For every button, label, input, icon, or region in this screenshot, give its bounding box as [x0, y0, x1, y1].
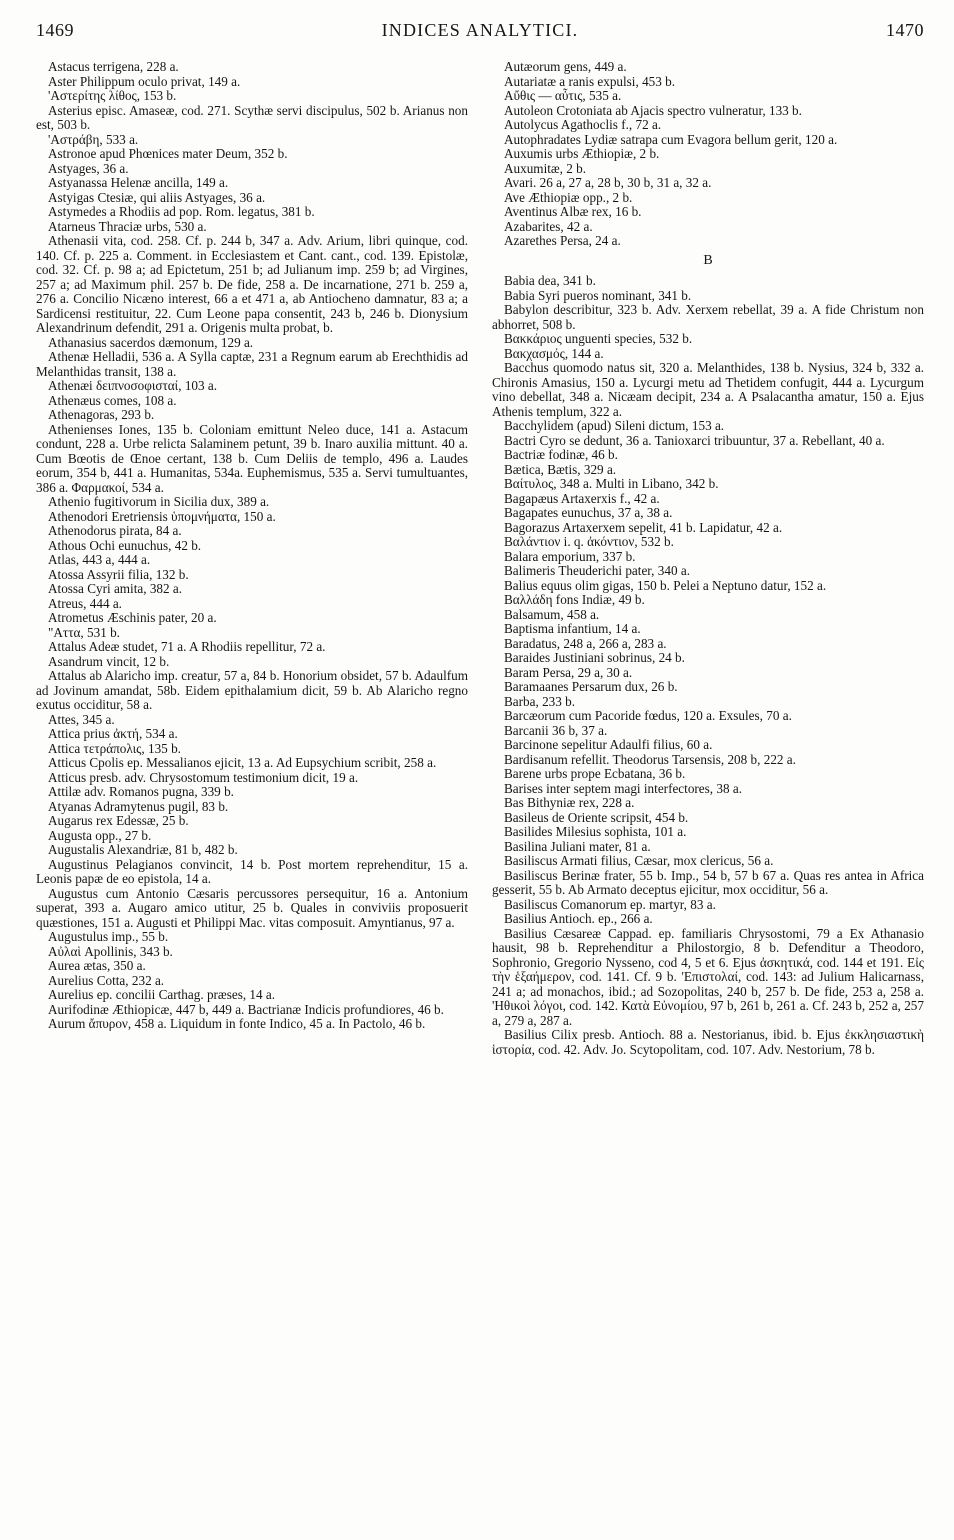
- index-entry: Balara emporium, 337 b.: [504, 548, 636, 564]
- index-entry: Atlas, 443 a, 444 a.: [48, 552, 151, 567]
- index-entry: Astymedes a Rhodiis ad pop. Rom. legatus, 381 b.: [48, 204, 315, 219]
- index-entry: "Αττα, 531 b.: [48, 624, 120, 640]
- right-column-a-entries: [492, 60, 924, 249]
- index-entry: Attica τετράπολις, 135 b.: [48, 740, 181, 756]
- index-entry: Asandrum vincit, 12 b.: [48, 653, 170, 669]
- index-entry: Astyanassa Helenæ ancilla, 149 a.: [48, 175, 229, 190]
- index-entry: Autophradates Lydiæ satrapa cum Evagora bellum gerit, 120 a.: [504, 131, 838, 147]
- index-entry: Athenæus comes, 108 a.: [48, 392, 177, 408]
- index-entry: Auxumitæ, 2 b.: [504, 160, 587, 176]
- index-entry: Aventinus Albæ rex, 16 b.: [504, 204, 642, 219]
- left-column: [36, 60, 468, 1057]
- index-entry: Attica prius ἀκτή, 534 a.: [48, 726, 178, 741]
- index-entry: Basilides Milesius sophista, 101 a.: [504, 824, 687, 839]
- index-entry: Aster Philippum oculo privat, 149 a.: [48, 73, 241, 89]
- index-entry: Attes, 345 a.: [48, 711, 115, 727]
- index-entry: Bagapæus Artaxerxis f., 42 a.: [504, 490, 660, 506]
- index-entry: Bas Bithyniæ rex, 228 a.: [504, 795, 635, 810]
- index-entry: Baptisma infantium, 14 a.: [504, 621, 641, 636]
- index-entry: Augarus rex Edessæ, 25 b.: [48, 813, 189, 828]
- index-entry: Basilius Cilix presb. Antioch. 88 a. Nestorianus, ibid. b. Ejus ἐκκλησιαστικὴ ἱστορία, cod. 42. Adv. Jo. Scytopolitam, cod. 107. Adv. Nestorium, 78 b.: [492, 1027, 924, 1057]
- index-entry: Barcanii 36 b, 37 a.: [504, 722, 608, 738]
- index-entry: Atrometus Æschinis pater, 20 a.: [48, 610, 217, 625]
- index-entry: Avari. 26 a, 27 a, 28 b, 30 b, 31 a, 32 a.: [504, 175, 712, 190]
- index-entry: Basileus de Oriente scripsit, 454 b.: [504, 809, 689, 825]
- index-entry: Basilius Cæsareæ Cappad. ep. familiaris Chrysostomi, 79 a Ex Athanasio hausit, 98 b. Reprehenditur a Philostorgio, 8 b. Defenditur a Theodoro, Sophronio, Gregorio Nysseno, cod 4, 5 et 6. Ejus ἀσκητικά, cod. 144 et 191. Εἰς τὴν ἑξαήμερον, cod. 141. Cf. 9 b. 'Επιστολαί, cod. 143: ad Julium Halicarnass, 241 a; ad monachos, ibid.; ad Sozopolitas, 240 b, 257 b. De fide, 253 a, 258 a. 'Ηθικοὶ λόγοι, cod. 142. Κατὰ Εὐνομίου, 97 b, 261 b, 261 a. Cf. 243 b, 252 a, 257 a, 279 a, 287 a.: [492, 925, 924, 1028]
- index-entry: Bactri Cyro se dedunt, 36 a. Tanioxarci tribuuntur, 37 a. Rebellant, 40 a.: [504, 432, 885, 448]
- index-entry: Astacus terrigena, 228 a.: [48, 59, 179, 74]
- left-page-number: 1469: [36, 20, 74, 40]
- index-entry: Βαίτυλος, 348 a. Multi in Libano, 342 b.: [504, 476, 719, 491]
- index-entry: 'Αστράβη, 533 a.: [48, 131, 139, 147]
- index-entry: Balius equus olim gigas, 150 b. Pelei a Neptuno datur, 152 a.: [504, 577, 827, 593]
- index-entry: Azabarites, 42 a.: [504, 218, 593, 234]
- index-entry: Augustus cum Antonio Cæsaris percussores persequitur, 16 a. Antonium superat, 393 a. Augaro amico utitur, 25 b. Quales in conviviis proposuerit quæstiones, 151 a. Augusti et Philippi Mac. vitas composuit. Amyntianus, 97 a.: [36, 885, 468, 930]
- index-entry: Athenio fugitivorum in Sicilia dux, 389 a.: [48, 494, 270, 509]
- index-entry: Barises inter septem magi interfectores, 38 a.: [504, 780, 743, 796]
- index-entry: Bacchylidem (apud) Sileni dictum, 153 a.: [504, 418, 725, 433]
- index-entry: Bagapates eunuchus, 37 a, 38 a.: [504, 505, 673, 520]
- index-entry: Βαλάντιον i. q. ἀκόντιον, 532 b.: [504, 534, 674, 549]
- index-entry: Baram Persa, 29 a, 30 a.: [504, 664, 633, 680]
- index-entry: Astronoe apud Phœnices mater Deum, 352 b.: [48, 146, 288, 161]
- index-entry: Astyages, 36 a.: [48, 160, 129, 176]
- index-entry: Aurelius ep. concilii Carthag. præses, 14 a.: [48, 987, 276, 1002]
- index-entry: Aurum ἄπυρον, 458 a. Liquidum in fonte Indico, 45 a. In Pactolo, 46 b.: [48, 1016, 426, 1031]
- index-entry: Augustalis Alexandriæ, 81 b, 482 b.: [48, 842, 238, 857]
- index-entry: Βακχασμός, 144 a.: [504, 345, 604, 361]
- index-entry: Autoleon Crotoniata ab Ajacis spectro vulneratur, 133 b.: [504, 102, 802, 118]
- index-entry: Atreus, 444 a.: [48, 595, 122, 611]
- index-entry: Barcinone sepelitur Adaulfi filius, 60 a.: [504, 737, 713, 752]
- index-entry: Atticus presb. adv. Chrysostomum testimonium dicit, 19 a.: [48, 769, 359, 785]
- index-entry: Basiliscus Comanorum ep. martyr, 83 a.: [504, 896, 716, 912]
- index-entry: Barcæorum cum Pacoride fœdus, 120 a. Exsules, 70 a.: [504, 708, 792, 723]
- index-entry: Bagorazus Artaxerxem sepelit, 41 b. Lapidatur, 42 a.: [504, 519, 783, 535]
- index-entry: Athenodori Eretriensis ὑπομνήματα, 150 a.: [48, 508, 276, 524]
- index-entry: Athanasius sacerdos dæmonum, 129 a.: [48, 334, 254, 350]
- index-entry: Attalus Adeæ studet, 71 a. A Rhodiis repellitur, 72 a.: [48, 639, 326, 654]
- index-entry: Astyigas Ctesiæ, qui aliis Astyages, 36 a.: [48, 189, 266, 205]
- index-entry: Athenasii vita, cod. 258. Cf. p. 244 b, 347 a. Adv. Arium, libri quinque, cod. 140. Cf. p. 225 a. Comment. in Ecclesiastem et Cant. cant., cod. 139. Epistolæ, cod. 32. Cf. p. 98 a; ad Epictetum, 251 b; ad Julianum imp. 259 b; ad Virgines, 257 a; ad Maximum phil. 257 b. De fide, 258 a. De incarnatione, 271 b. 259 a, 276 a. Concilio Nicæno interest, 66 a et 471 a, ab Antiocheno damnatur, 83 a; a Sardicensi restituitur, 22. Cum Leone papa consentit, 243 b, 246 b. Dionysium Alexandrinum defendit, 291 a. Origenis multa probat, b.: [36, 233, 468, 335]
- index-entry: Athenienses Iones, 135 b. Coloniam emittunt Neleo duce, 141 a. Astacum condunt, 228 a. Urbe relicta Salaminem petunt, 39 b. Inaro auxilia mittunt. 40 a. Cum Bœotis de Œnoe certant, 138 b. Cum Deliis de templo, 496 a. Laudes eorum, 354 b, 441 a. Humanitas, 534a. Euphemismus, 535 a. Servi tumultuantes, 386 a. Φαρμακοί, 534 a.: [36, 421, 468, 495]
- right-page-number: 1470: [885, 20, 924, 40]
- index-entry: Athenæ Helladii, 536 a. A Sylla captæ, 231 a Regnum earum ab Erechthidis ad Melanthidas transit, 138 a.: [36, 349, 468, 379]
- index-entry: Autolycus Agathoclis f., 72 a.: [504, 117, 662, 132]
- index-entry: Auxumis urbs Æthiopiæ, 2 b.: [504, 146, 660, 161]
- index-entry: Basilina Juliani mater, 81 a.: [504, 838, 651, 854]
- right-column-b-entries: [492, 274, 924, 1057]
- index-entry: Barene urbs prope Ecbatana, 36 b.: [504, 766, 686, 781]
- index-entry: Bacchus quomodo natus sit, 320 a. Melanthides, 138 b. Nysius, 324 b, 332 a. Chironis Amasius, 150 a. Lycurgi metu ad Thetidem confugit, 444 a. Lycurgum vino debellat, 348 a. Nicæam decipit, 234 a. A Psalacantha amatur, 150 a. Ejus Athenis templum, 322 a.: [492, 360, 924, 419]
- index-entry: Babia dea, 341 b.: [504, 273, 596, 288]
- index-entry: Baramaanes Persarum dux, 26 b.: [504, 679, 678, 694]
- index-entry: Bactriæ fodinæ, 46 b.: [504, 447, 618, 462]
- index-entry: Attalus ab Alaricho imp. creatur, 57 a, 84 b. Honorium obsidet, 57 b. Adaulfum ad Jovinum amandat, 58b. Eidem epithalamium dicit, 59 b. Ab Alaricho regno exutus occiditur, 58 a.: [36, 668, 468, 712]
- index-entry: Babia Syri pueros nominant, 341 b.: [504, 287, 692, 303]
- index-entry: Atticus Cpolis ep. Messalianos ejicit, 13 a. Ad Eupsychium scribit, 258 a.: [48, 755, 437, 770]
- index-entry: Athenagoras, 293 b.: [48, 407, 155, 422]
- index-entry: Baradatus, 248 a, 266 a, 283 a.: [504, 635, 667, 651]
- index-entry: Asterius episc. Amaseæ, cod. 271. Scythæ servi discipulus, 502 b. Arianus non est, 503 b.: [36, 102, 468, 132]
- index-entry: Βακκάριος unguenti species, 532 b.: [504, 331, 693, 346]
- index-entry: Basiliscus Armati filius, Cæsar, mox clericus, 56 a.: [504, 853, 774, 868]
- index-entry: Aurifodinæ Æthiopicæ, 447 b, 449 a. Bactrianæ Indicis profundiores, 46 b.: [48, 1001, 444, 1017]
- index-columns: [36, 60, 924, 1057]
- index-entry: Atyanas Adramytenus pugil, 83 b.: [48, 798, 229, 814]
- index-entry: Ave Æthiopiæ opp., 2 b.: [504, 189, 633, 205]
- index-entry: Atarneus Thraciæ urbs, 530 a.: [48, 218, 207, 234]
- section-letter: B: [703, 252, 713, 268]
- index-entry: Baraides Justiniani sobrinus, 24 b.: [504, 650, 685, 665]
- index-entry: Basilius Antioch. ep., 266 a.: [504, 911, 653, 926]
- index-entry: Balsamum, 458 a.: [504, 606, 600, 622]
- index-entry: 'Αστερίτης λίθος, 153 b.: [48, 88, 177, 103]
- index-entry: Augustulus imp., 55 b.: [48, 929, 169, 944]
- index-entry: Athenæi δειπνοσοφισταί, 103 a.: [48, 378, 218, 393]
- index-entry: Athous Ochi eunuchus, 42 b.: [48, 537, 202, 553]
- index-entry: Aurelius Cotta, 232 a.: [48, 972, 165, 988]
- index-entry: Bætica, Bætis, 329 a.: [504, 461, 617, 477]
- index-entry: Aurea ætas, 350 a.: [48, 958, 146, 973]
- index-entry: Αὔθις — αὖτις, 535 a.: [504, 88, 622, 103]
- page-header: [36, 20, 924, 58]
- index-entry: Basiliscus Berinæ frater, 55 b. Imp., 54 b, 57 b 67 a. Quas res antea in Africa gesserit, 55 b. Ab Armato deceptus ejicitur, mox occiditur, 56 a.: [492, 867, 924, 897]
- index-entry: Autæorum gens, 449 a.: [504, 59, 627, 74]
- index-entry: Barba, 233 b.: [504, 693, 576, 709]
- index-entry: Atossa Assyrii filia, 132 b.: [48, 566, 189, 582]
- index-entry: Βαλλάδη fons Indiæ, 49 b.: [504, 592, 645, 607]
- index-entry: Augusta opp., 27 b.: [48, 827, 152, 843]
- index-entry: Atossa Cyri amita, 382 a.: [48, 581, 183, 596]
- index-entry: Augustinus Pelagianos convincit, 14 b. Post mortem reprehenditur, 15 a. Leonis papæ de eo epistola, 14 a.: [36, 856, 468, 886]
- index-entry: Athenodorus pirata, 84 a.: [48, 523, 182, 538]
- index-entry: Balimeris Theuderichi pater, 340 a.: [504, 563, 690, 578]
- index-entry: Azarethes Persa, 24 a.: [504, 233, 621, 248]
- index-entry: Attilæ adv. Romanos pugna, 339 b.: [48, 784, 234, 799]
- index-entry: Babylon describitur, 323 b. Adv. Xerxem rebellat, 39 a. A fide Christum non abhorret, 508 b.: [492, 302, 924, 332]
- index-entry: Bardisanum refellit. Theodorus Tarsensis, 208 b, 222 a.: [504, 751, 796, 767]
- right-column: [492, 60, 924, 1057]
- index-entry: Αὐλαὶ Apollinis, 343 b.: [48, 943, 173, 959]
- running-title: INDICES ANALYTICI.: [381, 20, 579, 40]
- index-entry: Autariatæ a ranis expulsi, 453 b.: [504, 73, 676, 89]
